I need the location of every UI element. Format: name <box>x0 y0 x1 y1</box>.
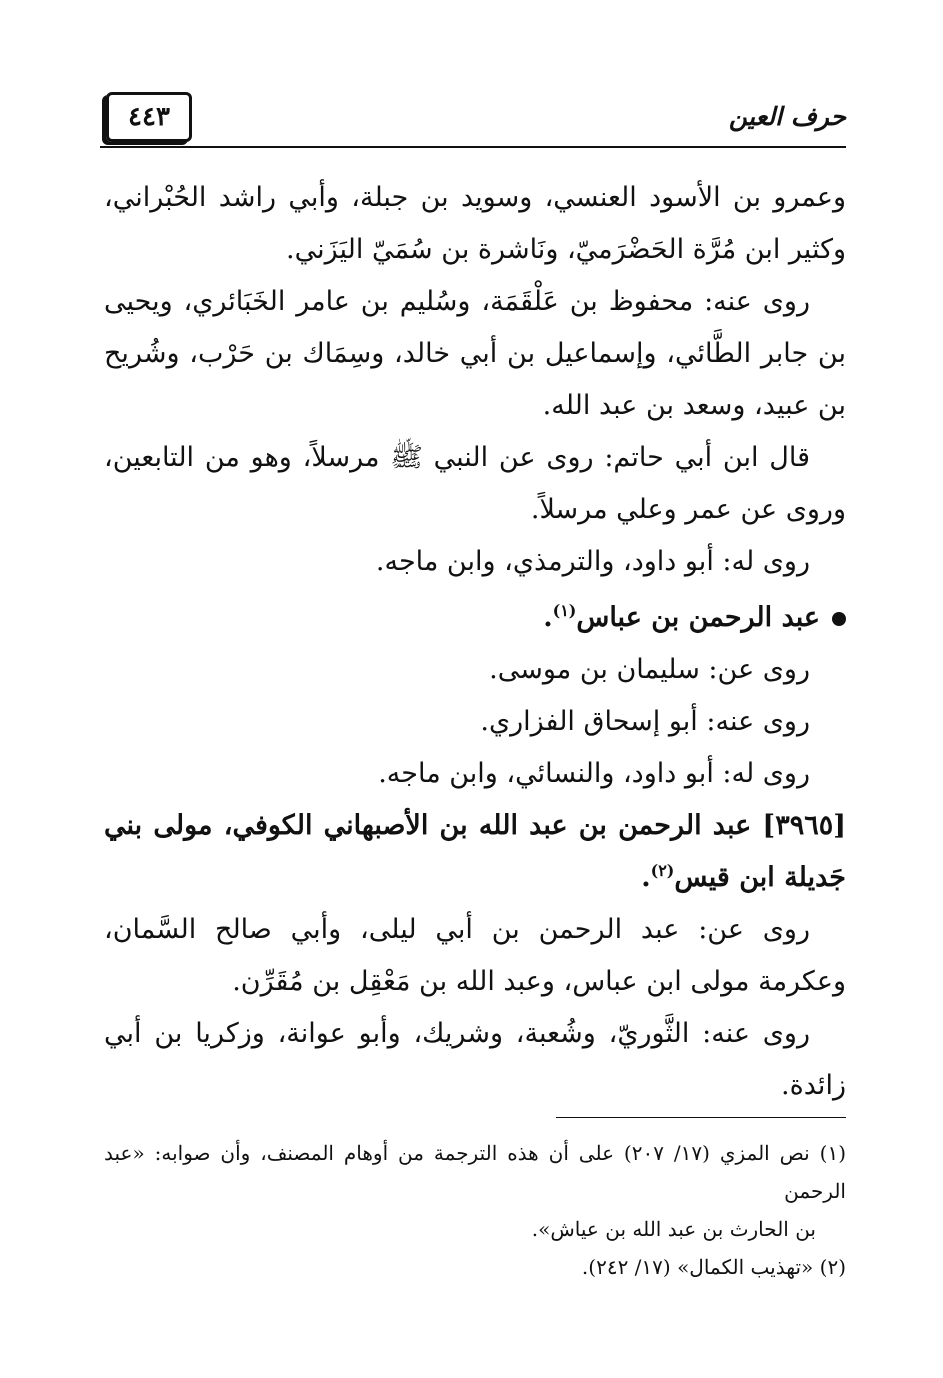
entry-heading-abd-al-rahman-ibn-abbas <box>104 592 846 644</box>
footnotes <box>104 1134 846 1286</box>
footnote-rule <box>556 1117 846 1118</box>
entry-end: . <box>543 602 553 633</box>
entry2-narrated-from: روى عن: عبد الرحمن بن أبي ليلى، وأبي صالح السَّمان، وعكرمة مولى ابن عباس، وعبد الله بن مَعْقِل بن مُقَرِّن. <box>104 914 846 997</box>
footnote-1-line-1: (١) نص المزي (١٧/ ٢٠٧) على أن هذه الترجمة من أوهام المصنف، وأن صوابه: «عبد الرحمن <box>104 1141 846 1203</box>
entry2-heading-text: [٣٩٦٥] عبد الرحمن بن عبد الله بن الأصبهاني الكوفي، مولى بني جَديلة ابن قيس <box>104 810 846 893</box>
paragraph-narrated-from-him: روى عنه: محفوظ بن عَلْقَمَة، وسُليم بن عامر الخَبَائري، ويحيى بن جابر الطَّائي، وإسماعيل بن أبي خالد، وسِمَاك بن حَرْب، وشُريح بن عبيد، وسعد بن عبد الله. <box>104 286 846 421</box>
footnote-2: (٢) «تهذيب الكمال» (١٧/ ٢٤٢). <box>581 1255 846 1279</box>
footnote-ref-1: (١) <box>552 601 577 620</box>
paragraph-narrators-cont: وعمرو بن الأسود العنسي، وسويد بن جبلة، وأبي راشد الحُبْراني، وكثير ابن مُرَّة الحَضْرَميّ، ونَاشرة بن سُمَيّ اليَزَني. <box>104 182 846 265</box>
page-header <box>100 92 846 148</box>
entry-name: عبد الرحمن بن عباس <box>576 602 820 633</box>
footnote-1-line-2: بن الحارث بن عبد الله بن عياش». <box>531 1217 816 1241</box>
footnote-ref-2: (٢) <box>650 861 675 880</box>
running-title: حرف العين <box>728 102 846 131</box>
paragraph-narrated-by: روى له: أبو داود، والترمذي، وابن ماجه. <box>375 546 810 577</box>
header-rule <box>100 146 846 148</box>
entry1-narrated-from: روى عن: سليمان بن موسى. <box>489 654 810 685</box>
entry-heading-3965 <box>104 800 846 904</box>
paragraph-abu-hatim: قال ابن أبي حاتم: روى عن النبي ﷺ مرسلاً، وهو من التابعين، وروى عن عمر وعلي مرسلاً. <box>104 442 846 525</box>
bullet-icon <box>832 612 846 626</box>
entry2-narrated-from-him: روى عنه: الثَّوريّ، وشُعبة، وشريك، وأبو عوانة، وزكريا بن أبي زائدة. <box>104 1018 846 1101</box>
page-number: ٤٤٣ <box>106 92 192 142</box>
entry2-end: . <box>641 862 651 893</box>
main-text <box>104 172 846 1112</box>
entry1-narrated-from-him: روى عنه: أبو إسحاق الفزاري. <box>480 706 810 737</box>
entry1-narrated-by: روى له: أبو داود، والنسائي، وابن ماجه. <box>378 758 810 789</box>
